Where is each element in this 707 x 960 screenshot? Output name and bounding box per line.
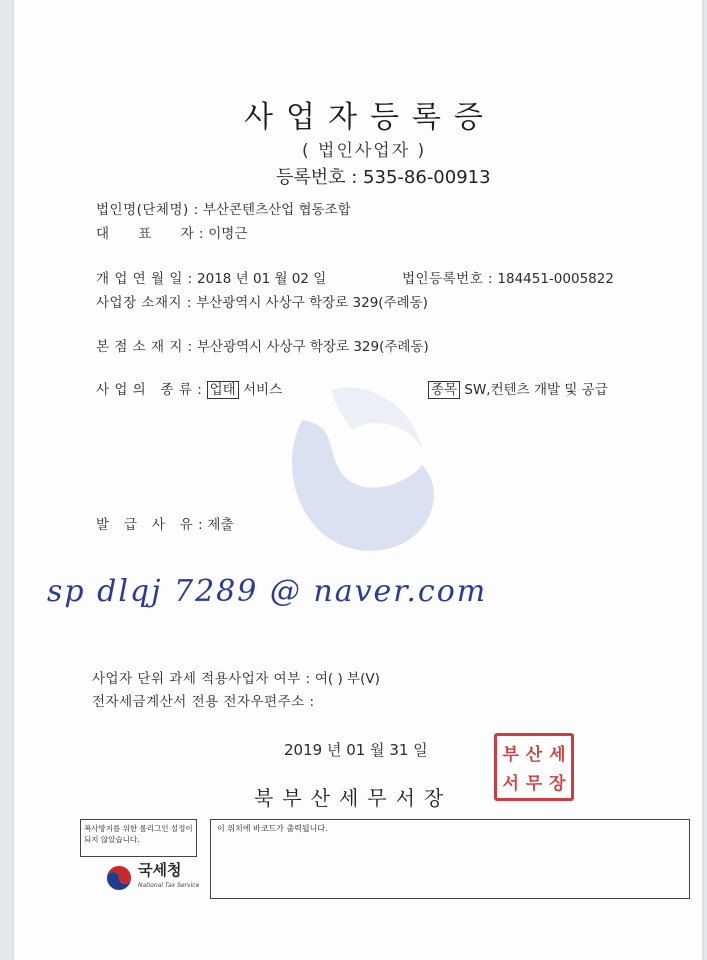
representative-value: 이명근: [208, 226, 248, 242]
biz-address-row: [96, 291, 428, 311]
issue-date: 2019 년 01 월 31 일: [284, 741, 428, 759]
tax-unit-label: 사업자 단위 과세 적용사업자 여부 :: [92, 671, 311, 687]
corp-reg-row: [402, 267, 614, 287]
corp-name-row: [96, 198, 351, 218]
registration-number: 등록번호 : 535-86-00913: [276, 167, 491, 188]
seal-char: 서: [502, 774, 519, 794]
seal-char: 무: [525, 774, 543, 794]
hq-address-label: 본 점 소 재 지 :: [96, 339, 193, 355]
nts-logo: [106, 862, 199, 894]
barcode-area: 이 위치에 바코드가 출력됩니다.: [210, 819, 690, 899]
logo-name: 국세청: [138, 861, 182, 879]
corp-name-value: 부산콘텐츠산업 협동조합: [202, 202, 351, 218]
item-tag: 종목: [428, 381, 460, 399]
copy-protection-notice: 복사방지를 위한 롤리그인 설정이 되지 않았습니다.: [80, 819, 197, 857]
biz-address-value: 부산광역시 사상구 학장로 329(주례동): [196, 295, 428, 311]
open-date-row: [96, 267, 326, 287]
biz-type-row: [96, 378, 282, 398]
biz-type-label: 사 업 의 종 류 :: [96, 382, 203, 398]
issue-reason-value: 제출: [207, 517, 234, 533]
email-label: 전자세금계산서 전용 전자우편주소 :: [92, 694, 315, 710]
handwritten-email: sp dlqj 7289 @ naver.com: [47, 574, 488, 609]
issue-reason-row: [96, 513, 234, 533]
watermark-emblem-icon: [272, 370, 442, 570]
hq-address-row: [96, 335, 429, 355]
item-value: SW,컨텐츠 개발 및 공급: [464, 382, 608, 398]
category-value: 서비스: [242, 382, 283, 398]
document-subtitle: ( 법인사업자 ): [302, 141, 427, 161]
hq-address-value: 부산광역시 사상구 학장로 329(주례동): [197, 339, 429, 355]
representative-label: 대 표 자 :: [96, 226, 204, 242]
representative-row: [96, 222, 247, 242]
corp-name-label: 법인명(단체명) :: [96, 202, 199, 218]
open-date-value: 2018 년 01 월 02 일: [197, 271, 327, 287]
tax-office-name: 북부산세무서장: [254, 786, 453, 810]
logo-text: [138, 862, 199, 894]
item-row: [428, 378, 608, 398]
corp-reg-label: 법인등록번호 :: [402, 271, 494, 287]
seal-char: 장: [549, 774, 566, 794]
email-row: [92, 690, 315, 710]
seal-char: 산: [525, 745, 543, 765]
issue-reason-label: 발 급 사 유 :: [96, 517, 204, 533]
official-seal: [494, 733, 574, 801]
seal-char: 세: [549, 745, 566, 765]
seal-char: 부: [502, 745, 519, 765]
open-date-label: 개 업 연 월 일 :: [96, 271, 193, 287]
certificate-sheet: [14, 0, 702, 960]
corp-reg-value: 184451-0005822: [497, 271, 614, 287]
document-title: 사업자등록증: [244, 100, 496, 135]
category-tag: 업태: [207, 381, 239, 399]
tax-unit-value: 여( ) 부(V): [314, 671, 380, 687]
biz-address-label: 사업장 소재지 :: [96, 295, 192, 311]
tax-unit-row: [92, 667, 380, 687]
logo-english: National Tax Service: [138, 882, 200, 889]
taegeuk-emblem-icon: [106, 865, 132, 891]
